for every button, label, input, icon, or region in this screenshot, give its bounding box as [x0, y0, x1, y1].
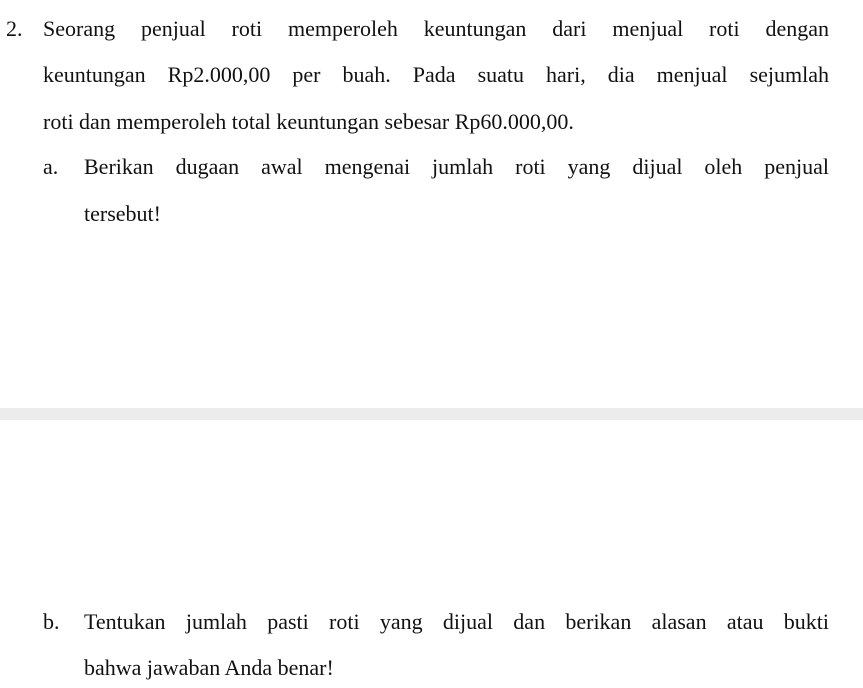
question-number: 2.	[6, 16, 23, 41]
part-a-marker: a.	[43, 154, 59, 179]
part-b-marker: b.	[43, 609, 60, 634]
part-a-line-1: Berikan dugaan awal mengenai jumlah roti yang dijual oleh penjual	[84, 154, 829, 179]
part-b-line-1: Tentukan jumlah pasti roti yang dijual dan berikan alasan atau bukti	[84, 609, 829, 634]
page-separator	[0, 408, 863, 420]
part-b-line-2: bahwa jawaban Anda benar!	[84, 655, 334, 680]
question-stem-line-1: Seorang penjual roti memperoleh keuntungan dari menjual roti dengan	[43, 16, 829, 41]
part-a-line-2: tersebut!	[84, 201, 161, 226]
question-stem-line-3: roti dan memperoleh total keuntungan sebesar Rp60.000,00.	[43, 109, 574, 134]
page-bottom-section	[0, 420, 863, 688]
question-stem-line-2: keuntungan Rp2.000,00 per buah. Pada suatu hari, dia menjual sejumlah	[43, 62, 829, 87]
